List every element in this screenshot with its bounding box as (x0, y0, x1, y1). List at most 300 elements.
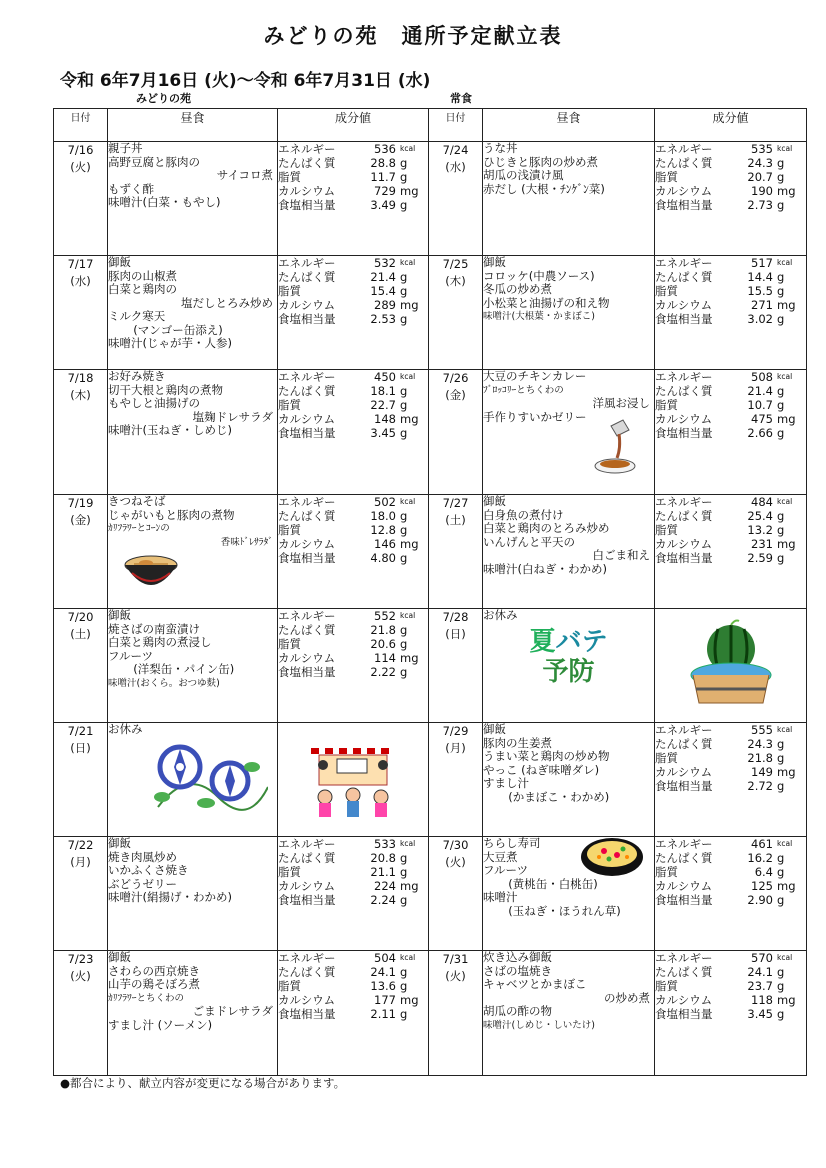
nutrient-unit: kcal (777, 144, 793, 153)
nutrition-values (278, 370, 429, 495)
nutrient-unit: g (777, 509, 785, 523)
nutrient-value: 475 (751, 412, 773, 426)
nutrient-value: 533 (374, 837, 396, 851)
nutrient-row (278, 384, 428, 398)
nutrient-unit: g (777, 1007, 785, 1021)
nutrient-row (655, 198, 806, 212)
nutrient-value: 24.1 (747, 965, 773, 979)
holiday-cell (483, 609, 655, 723)
day-date: 7/20 (土) (54, 609, 108, 723)
nutrient-value: 536 (374, 142, 396, 156)
nutrient-label: カルシウム (278, 298, 336, 312)
nutrient-value: 20.6 (370, 637, 396, 651)
nutrient-label: カルシウム (655, 184, 713, 198)
nutrient-unit: g (400, 156, 408, 170)
nutrient-value: 12.8 (370, 523, 396, 537)
menu-item: 味噌汁(大根葉・かまぼこ) (483, 311, 595, 322)
nutrient-row (278, 879, 428, 893)
nutrient-unit: g (400, 312, 408, 326)
menu-item: コロッケ(中農ソース) (483, 268, 595, 283)
nutrient-label: エネルギー (655, 370, 713, 384)
nutrient-label: 脂質 (278, 865, 301, 879)
diet-type: 常食 (450, 92, 472, 105)
nutrient-row (278, 551, 428, 565)
nutrient-value: 271 (751, 298, 773, 312)
nutrient-value: 2.24 (370, 893, 396, 907)
menu-item: 赤だし (大根・ﾁﾝｹﾞﾝ菜) (483, 181, 605, 196)
nutrient-row (278, 184, 428, 198)
nutrient-value: 2.73 (747, 198, 773, 212)
nutrient-row (278, 426, 428, 440)
nutrient-value: 508 (751, 370, 773, 384)
nutrient-label: カルシウム (655, 879, 713, 893)
nutrient-value: 2.66 (747, 426, 773, 440)
nutrient-unit: g (777, 270, 785, 284)
menu-item: フルーツ (108, 648, 154, 663)
nutrient-label: エネルギー (655, 256, 713, 270)
nutrient-label: 食塩相当量 (278, 426, 336, 440)
nutrient-unit: kcal (777, 372, 793, 381)
menu-item: もやしと油揚げの (108, 396, 200, 410)
nutrient-value: 4.80 (370, 551, 396, 565)
day-date: 7/16 (火) (54, 142, 108, 256)
nutrient-unit: kcal (400, 611, 416, 620)
nutrient-unit: g (400, 284, 408, 298)
nutrient-value: 3.45 (747, 1007, 773, 1021)
nutrition-values (278, 495, 429, 609)
nutrient-row (655, 893, 806, 907)
menu-item: 胡瓜の酢の物 (483, 1004, 552, 1018)
nutrient-row (278, 284, 428, 298)
nutrient-value: 14.4 (747, 270, 773, 284)
nutrient-value: 21.8 (370, 623, 396, 637)
meal-menu (108, 837, 278, 951)
nutrient-label: 食塩相当量 (278, 893, 336, 907)
nutrient-unit: g (777, 737, 785, 751)
nutrient-row (655, 270, 806, 284)
menu-item: 高野豆腐と豚肉の (108, 154, 200, 169)
nutrient-row (655, 837, 806, 851)
nutrient-value: 21.4 (370, 270, 396, 284)
nutrient-label: たんぱく質 (655, 384, 713, 398)
nutrient-label: 食塩相当量 (655, 198, 713, 212)
nutrient-row (278, 156, 428, 170)
nutrient-value: 224 (374, 879, 396, 893)
nutrient-row (278, 312, 428, 326)
nutrient-value: 16.2 (747, 851, 773, 865)
nutrient-unit: g (777, 865, 785, 879)
menu-item: 御飯 (483, 722, 506, 736)
nutrient-value: 2.59 (747, 551, 773, 565)
nutrition-values (278, 142, 429, 256)
nutrient-label: 食塩相当量 (278, 1007, 336, 1021)
nutrient-label: たんぱく質 (278, 851, 336, 865)
nutrient-row (655, 737, 806, 751)
nutrient-value: 289 (374, 298, 396, 312)
header-meal: 昼食 (483, 109, 655, 142)
nutrient-label: エネルギー (655, 837, 713, 851)
nutrient-row (278, 979, 428, 993)
menu-item: ちらし寿司 (483, 836, 541, 850)
menu-item: 大豆のチキンカレー (483, 369, 587, 383)
menu-item: 御飯 (108, 950, 131, 964)
nutrient-unit: kcal (777, 953, 793, 962)
nutrient-row (655, 765, 806, 779)
nutrient-unit: mg (777, 412, 796, 426)
nutrient-unit: g (777, 523, 785, 537)
menu-item: (マンゴー缶添え) (133, 322, 223, 337)
nutrient-label: カルシウム (655, 298, 713, 312)
meal-menu (108, 142, 278, 256)
day-date: 7/29 (月) (429, 723, 483, 837)
nutrient-row (278, 298, 428, 312)
meal-menu (483, 495, 655, 609)
change-notice: ●都合により、献立内容が変更になる場合があります。 (60, 1076, 346, 1090)
meal-menu (483, 256, 655, 370)
nutrient-value: 114 (374, 651, 396, 665)
nutrient-value: 461 (751, 837, 773, 851)
nutrient-unit: mg (777, 993, 796, 1007)
holiday-label: お休み (483, 608, 518, 622)
nutrient-value: 231 (751, 537, 773, 551)
nutrient-unit: g (400, 851, 408, 865)
nutrient-value: 21.8 (747, 751, 773, 765)
nutrient-unit: g (400, 551, 408, 565)
nutrient-value: 552 (374, 609, 396, 623)
nutrient-row (655, 398, 806, 412)
nutrient-unit: g (777, 893, 785, 907)
header-date: 日付 (429, 109, 483, 142)
nutrient-row (278, 170, 428, 184)
menu-item: さばの塩焼き (483, 963, 552, 978)
menu-row (54, 142, 807, 256)
nutrient-unit: g (400, 509, 408, 523)
day-date: 7/19 (金) (54, 495, 108, 609)
nutrient-label: 脂質 (278, 523, 301, 537)
menu-item: 大豆煮 (483, 849, 518, 864)
nutrient-unit: g (777, 384, 785, 398)
nutrient-value: 21.1 (370, 865, 396, 879)
nutrition-values (278, 951, 429, 1076)
meal-menu (108, 951, 278, 1076)
nutrient-label: 脂質 (655, 751, 678, 765)
nutrient-row (655, 993, 806, 1007)
nutrient-row (655, 865, 806, 879)
menu-item: ｶﾘﾌﾗﾜｰとｺｰﾝの (108, 523, 170, 534)
nutrient-value: 20.7 (747, 170, 773, 184)
menu-item: やっこ (ねぎ味噌ダレ) (483, 762, 600, 777)
menu-item: 御飯 (108, 608, 131, 622)
nutrient-unit: g (400, 523, 408, 537)
menu-item: (黄桃缶・白桃缶) (508, 876, 598, 891)
nutrient-row (655, 851, 806, 865)
nutrient-row (278, 851, 428, 865)
nutrient-value: 6.4 (754, 865, 773, 879)
nutrient-unit: g (777, 851, 785, 865)
nutrition-values (655, 142, 807, 256)
nutrient-unit: g (777, 965, 785, 979)
meal-menu (108, 370, 278, 495)
menu-item: 豚肉の山椒煮 (108, 268, 177, 283)
nutrient-label: エネルギー (278, 256, 336, 270)
nutrient-value: 2.11 (370, 1007, 396, 1021)
nutrient-label: カルシウム (278, 537, 336, 551)
nutrient-label: 脂質 (278, 284, 301, 298)
nutrient-label: 脂質 (655, 284, 678, 298)
nutrient-value: 118 (751, 993, 773, 1007)
nutrient-row (655, 951, 806, 965)
nutrient-label: 脂質 (278, 979, 301, 993)
nutrient-label: エネルギー (278, 951, 336, 965)
menu-row (54, 256, 807, 370)
nutrient-unit: kcal (400, 839, 416, 848)
nutrient-value: 11.7 (370, 170, 396, 184)
nutrient-value: 2.90 (747, 893, 773, 907)
menu-item: 味噌汁 (483, 890, 518, 904)
menu-item: 御飯 (483, 255, 506, 269)
menu-item: 白身魚の煮付け (483, 507, 564, 522)
nutrient-row (278, 1007, 428, 1021)
nutrient-label: カルシウム (278, 184, 336, 198)
day-date: 7/30 (火) (429, 837, 483, 951)
nutrient-label: 食塩相当量 (655, 551, 713, 565)
day-date: 7/18 (木) (54, 370, 108, 495)
holiday-cell (108, 723, 278, 837)
nutrient-row (278, 256, 428, 270)
header-meal: 昼食 (108, 109, 278, 142)
menu-item: 白ごま和え (592, 548, 650, 562)
nutrient-row (278, 198, 428, 212)
nutrient-unit: g (400, 198, 408, 212)
nutrient-label: たんぱく質 (278, 509, 336, 523)
nutrient-label: エネルギー (278, 495, 336, 509)
day-date: 7/17 (水) (54, 256, 108, 370)
menu-item: 焼さばの南蛮漬け (108, 621, 200, 636)
header-nutrition: 成分値 (655, 109, 807, 142)
day-date: 7/31 (火) (429, 951, 483, 1076)
menu-item: 豚肉の生姜煮 (483, 735, 552, 750)
nutrient-unit: kcal (777, 258, 793, 267)
nutrient-row (655, 537, 806, 551)
summer-fatigue-prevention: 夏バテ 予防 (529, 626, 608, 687)
nutrient-value: 13.6 (370, 979, 396, 993)
nutrient-label: カルシウム (278, 993, 336, 1007)
menu-item: 小松菜と油揚げの和え物 (483, 295, 610, 310)
nutrient-row (278, 495, 428, 509)
nutrient-row (278, 142, 428, 156)
nutrient-unit: g (777, 426, 785, 440)
nutrient-row (278, 993, 428, 1007)
nutrient-row (655, 142, 806, 156)
nutrient-row (655, 751, 806, 765)
menu-item: ぶどうゼリー (108, 876, 177, 891)
menu-item: ｶﾘﾌﾗﾜｰとちくわの (108, 992, 185, 1004)
nutrient-row (655, 298, 806, 312)
nutrient-unit: g (777, 156, 785, 170)
nutrient-row (278, 965, 428, 979)
morning-glory-icon (108, 737, 277, 823)
nutrient-row (278, 523, 428, 537)
menu-item: (洋梨缶・パイン缶) (133, 662, 235, 676)
nutrient-row (655, 523, 806, 537)
meal-menu (483, 723, 655, 837)
nutrient-label: 食塩相当量 (655, 893, 713, 907)
nutrient-row (278, 837, 428, 851)
menu-item: すまし汁 (ソーメン) (108, 1017, 213, 1032)
nutrient-row (278, 865, 428, 879)
menu-item: さわらの西京焼き (108, 963, 200, 978)
meal-menu (483, 142, 655, 256)
nutrient-label: たんぱく質 (655, 509, 713, 523)
nutrient-value: 3.02 (747, 312, 773, 326)
nutrient-row (655, 495, 806, 509)
menu-item: うな丼 (483, 141, 518, 155)
nutrient-label: たんぱく質 (655, 965, 713, 979)
menu-item: 塩麹ドレサラダ (192, 409, 273, 424)
nutrient-row (278, 398, 428, 412)
nutrient-unit: mg (777, 765, 796, 779)
nutrient-unit: kcal (777, 497, 793, 506)
meal-menu (483, 370, 655, 495)
nutrient-row (655, 412, 806, 426)
nutrient-row (278, 893, 428, 907)
nutrient-value: 148 (374, 412, 396, 426)
menu-row (54, 370, 807, 495)
nutrient-label: たんぱく質 (655, 851, 713, 865)
nutrient-label: エネルギー (278, 609, 336, 623)
nutrition-values (278, 609, 429, 723)
day-date: 7/27 (土) (429, 495, 483, 609)
menu-item: 味噌汁(玉ねぎ・しめじ) (108, 423, 232, 437)
nutrient-value: 146 (374, 537, 396, 551)
nutrient-label: エネルギー (655, 951, 713, 965)
menu-item: キャベツとかまぼこ (483, 977, 587, 991)
nutrient-unit: kcal (777, 725, 793, 734)
menu-row (54, 837, 807, 951)
nutrient-label: 食塩相当量 (278, 665, 336, 679)
nutrition-values (655, 495, 807, 609)
nutrient-value: 2.53 (370, 312, 396, 326)
nutrient-row (655, 551, 806, 565)
nutrient-row (655, 426, 806, 440)
menu-table (53, 108, 807, 1076)
nutrient-label: 脂質 (655, 979, 678, 993)
nutrient-unit: g (777, 779, 785, 793)
nutrient-unit: mg (400, 184, 419, 198)
nutrient-value: 23.7 (747, 979, 773, 993)
nutrition-values (655, 951, 807, 1076)
nutrient-row (278, 637, 428, 651)
menu-item: 切干大根と鶏肉の煮物 (108, 382, 223, 397)
nutrient-label: たんぱく質 (278, 623, 336, 637)
nutrient-unit: mg (400, 412, 419, 426)
day-date: 7/24 (水) (429, 142, 483, 256)
nutrient-value: 25.4 (747, 509, 773, 523)
nutrient-unit: mg (777, 298, 796, 312)
nutrient-unit: g (777, 751, 785, 765)
nutrient-row (278, 651, 428, 665)
nutrient-unit: g (400, 979, 408, 993)
menu-item: お好み焼き (108, 369, 166, 383)
nutrient-value: 450 (374, 370, 396, 384)
menu-item: きつねそば (108, 494, 166, 508)
menu-item: 塩だしとろみ炒め (181, 295, 273, 310)
nutrient-label: たんぱく質 (655, 270, 713, 284)
nutrient-row (655, 284, 806, 298)
facility-name: みどりの苑 (136, 92, 191, 105)
nutrient-label: 食塩相当量 (655, 426, 713, 440)
nutrient-label: エネルギー (655, 142, 713, 156)
day-date: 7/22 (月) (54, 837, 108, 951)
day-date: 7/28 (日) (429, 609, 483, 723)
nutrient-row (278, 609, 428, 623)
menu-item: 手作りすいかゼリー (483, 409, 587, 424)
nutrient-label: 脂質 (278, 170, 301, 184)
nutrient-unit: mg (777, 537, 796, 551)
nutrient-value: 28.8 (370, 156, 396, 170)
nutrient-label: エネルギー (655, 723, 713, 737)
nutrient-unit: g (777, 284, 785, 298)
nutrient-unit: g (400, 665, 408, 679)
nutrient-label: たんぱく質 (278, 270, 336, 284)
nutrient-label: 脂質 (278, 398, 301, 412)
nutrient-unit: g (400, 865, 408, 879)
menu-item: 白菜と鶏肉の煮浸し (108, 635, 212, 649)
nutrient-value: 20.8 (370, 851, 396, 865)
menu-item: 味噌汁(絹揚げ・わかめ) (108, 890, 232, 904)
nutrient-value: 18.0 (370, 509, 396, 523)
nutrient-label: 脂質 (655, 865, 678, 879)
nutrient-unit: g (400, 965, 408, 979)
menu-item: 味噌汁(白菜・もやし) (108, 195, 221, 209)
nutrient-label: 脂質 (655, 523, 678, 537)
nutrient-label: カルシウム (655, 412, 713, 426)
nutrient-row (278, 509, 428, 523)
nutrient-row (278, 951, 428, 965)
cup-pour-icon (591, 418, 641, 480)
menu-item: 味噌汁(しめじ・しいたけ) (483, 1019, 595, 1031)
meal-menu (483, 951, 655, 1076)
nutrient-label: エネルギー (278, 370, 336, 384)
nutrient-unit: g (400, 384, 408, 398)
menu-item: いかふくさ焼き (108, 863, 189, 877)
nutrient-value: 729 (374, 184, 396, 198)
meal-menu (108, 609, 278, 723)
nutrient-unit: g (777, 312, 785, 326)
nutrient-unit: g (777, 170, 785, 184)
nutrient-value: 24.1 (370, 965, 396, 979)
menu-item: ミルク寒天 (108, 309, 166, 323)
nutrient-row (655, 384, 806, 398)
noodle-bowl-icon (108, 551, 277, 599)
nutrient-value: 532 (374, 256, 396, 270)
nutrition-values (278, 256, 429, 370)
nutrient-unit: mg (400, 651, 419, 665)
nutrient-unit: g (400, 1007, 408, 1021)
nutrient-unit: g (777, 979, 785, 993)
nutrient-label: 食塩相当量 (278, 551, 336, 565)
menu-item: 胡瓜の浅漬け風 (483, 168, 564, 182)
watermelon-tub-icon (655, 609, 807, 723)
menu-item: の炒め煮 (604, 990, 650, 1005)
menu-item: 味噌汁(じゃが芋・人参) (108, 336, 232, 350)
nutrient-value: 190 (751, 184, 773, 198)
nutrient-unit: mg (777, 184, 796, 198)
nutrient-unit: mg (400, 879, 419, 893)
menu-item: サイコロ煮 (216, 168, 273, 182)
menu-item: 洋風お浸し (592, 396, 650, 410)
nutrient-row (278, 270, 428, 284)
